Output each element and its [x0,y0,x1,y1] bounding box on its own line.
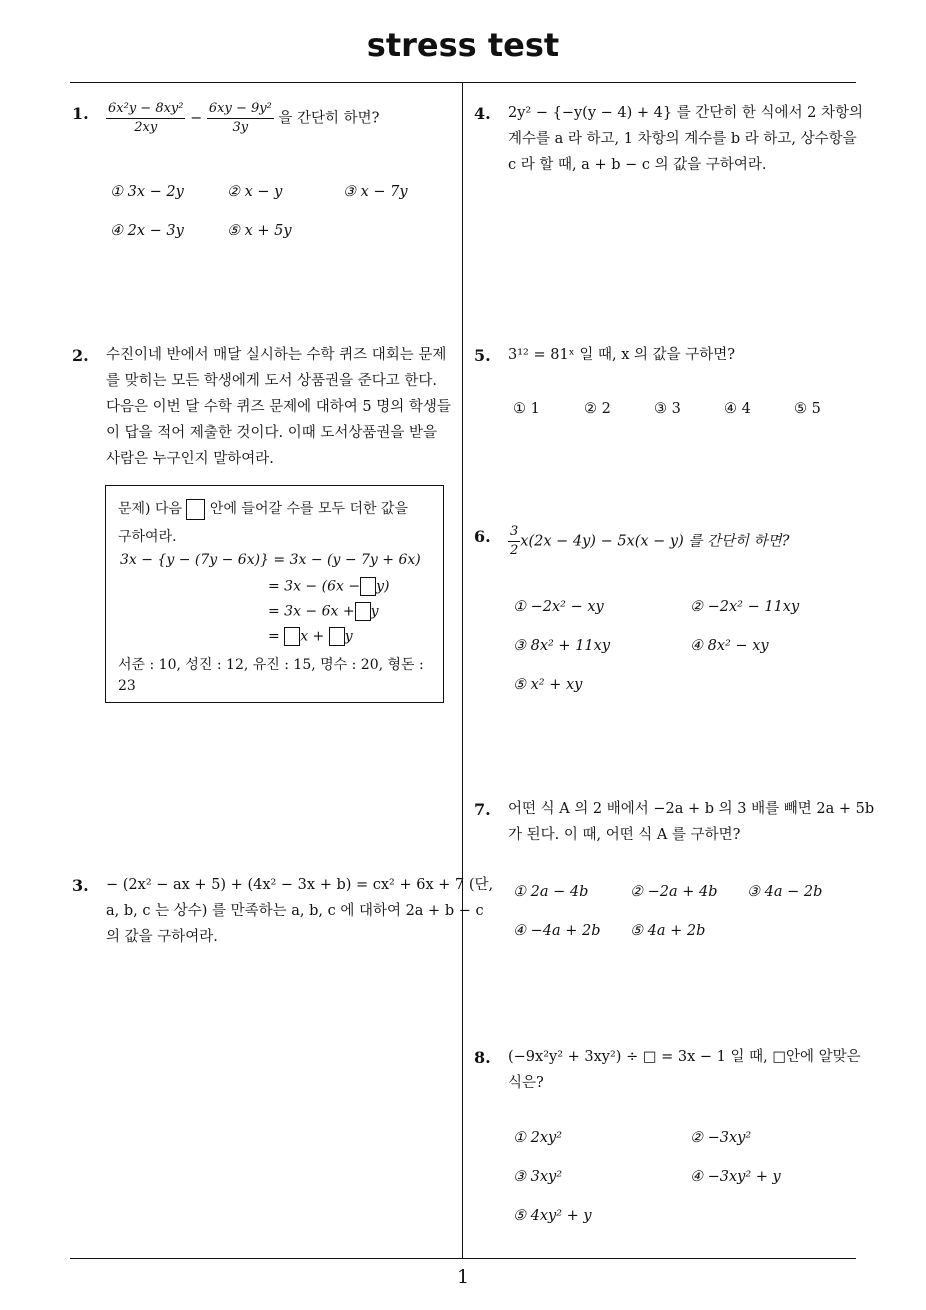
question-8-number: 8. [474,1048,491,1067]
option-3[interactable]: ③ 8x² + 11xy [513,638,611,654]
question-3-number: 3. [72,876,89,895]
equation-text: = 3x − 6x + [268,603,355,620]
text-line: 어떤 식 A 의 2 배에서 −2a + b 의 3 배를 빼면 2a + 5b [508,801,875,817]
page-number: 1 [456,1266,470,1288]
option-3[interactable]: ③ 3xy² [513,1169,563,1185]
question-2-text [106,342,456,472]
student-answers-line-2: 23 [118,678,136,694]
fraction-numerator: 6x²y − 8xy² [106,100,185,119]
option-5[interactable]: ⑤ 4xy² + y [513,1208,592,1224]
student-answers-line-1: 서준 : 10, 성진 : 12, 유진 : 15, 명수 : 20, 형돈 : [118,657,424,673]
text-line: a, b, c 는 상수) 를 만족하는 a, b, c 에 대하여 2a + b − c [106,903,484,919]
page-title: stress test [366,26,560,64]
question-6-text [508,523,789,560]
equation-text: = 3x − (6x − [268,578,361,595]
question-4-number: 4. [474,104,491,123]
option-1[interactable]: ① 3x − 2y [110,184,184,200]
box-line-1 [118,498,408,520]
option-2[interactable]: ② x − y [227,184,283,200]
equation-text: = [268,628,280,645]
text-line: 수진이네 반에서 매달 실시하는 수학 퀴즈 대회는 문제 [106,347,447,363]
text-line: 다음은 이번 달 수학 퀴즈 문제에 대하여 5 명의 학생들 [106,399,451,415]
blank-square [329,627,345,646]
blank-square [284,627,300,646]
question-1-fraction-1 [106,100,185,137]
option-2[interactable]: ② 2 [584,401,611,417]
fraction-numerator: 6xy − 9y² [207,100,274,119]
option-1[interactable]: ① 1 [513,401,540,417]
text-line: 사람은 누구인지 말하여라. [106,451,274,467]
fraction-denominator: 2 [510,543,519,558]
question-6-expression: x(2x − 4y) − 5x(x − y) 를 간단히 하면? [520,533,790,550]
option-4[interactable]: ④ −3xy² + y [690,1169,781,1185]
question-1-number: 1. [72,104,89,123]
box-line-2: 구하여라. [118,529,177,545]
equation-line-1: 3x − {y − (7y − 6x)} = 3x − (y − 7y + 6x) [120,552,421,568]
fraction-numerator: 3 [508,523,520,542]
option-4[interactable]: ④ 8x² − xy [690,638,769,654]
option-4[interactable]: ④ 2x − 3y [110,223,184,239]
option-5[interactable]: ⑤ 4a + 2b [630,923,706,939]
fraction-denominator: 3y [232,120,249,135]
question-7-number: 7. [474,800,491,819]
equation-line-2 [268,577,389,596]
equation-text: y [344,628,353,645]
option-4[interactable]: ④ 4 [724,401,751,417]
bottom-rule [70,1258,856,1259]
box-text: 안에 들어갈 수를 모두 더한 값을 [209,501,408,517]
text-line: 이 답을 적어 제출한 것이다. 이때 도서상품권을 받을 [106,425,438,441]
text-line: c 라 할 때, a + b − c 의 값을 구하여라. [508,157,767,173]
option-4[interactable]: ④ −4a + 2b [513,923,601,939]
option-5[interactable]: ⑤ x² + xy [513,677,583,693]
question-1-text [106,100,379,137]
option-1[interactable]: ① −2x² − xy [513,599,604,615]
minus-sign: − [190,110,203,127]
text-line: 계수를 a 라 하고, 1 차항의 계수를 b 라 하고, 상수항을 [508,131,857,147]
column-divider [462,83,463,1259]
question-7-text [508,796,875,848]
problem-box [105,485,444,703]
blank-square [360,577,376,596]
option-3[interactable]: ③ 4a − 2b [747,884,823,900]
text-line: 가 된다. 이 때, 어떤 식 A 를 구하면? [508,827,741,843]
equation-text: y) [376,578,390,595]
question-5-text: 3¹² = 81ˣ 일 때, x 의 값을 구하면? [508,347,736,363]
text-line: 식은? [508,1075,544,1091]
option-5[interactable]: ⑤ x + 5y [227,223,292,239]
text-line: − (2x² − ax + 5) + (4x² − 3x + b) = cx² + 6x + 7 (단, [106,877,494,893]
option-1[interactable]: ① 2xy² [513,1130,563,1146]
question-4-text [508,100,864,178]
equation-line-3 [268,602,379,621]
box-text: 문제) 다음 [118,501,183,517]
option-1[interactable]: ① 2a − 4b [513,884,589,900]
text-line: (−9x²y² + 3xy²) ÷ □ = 3x − 1 일 때, □안에 알맞은 [508,1049,861,1065]
question-1-fraction-2 [207,100,274,137]
question-6-number: 6. [474,527,491,546]
option-2[interactable]: ② −2a + 4b [630,884,718,900]
question-5-number: 5. [474,346,491,365]
text-line: 의 값을 구하여라. [106,929,218,945]
option-3[interactable]: ③ 3 [654,401,681,417]
question-3-text [106,872,494,950]
option-2[interactable]: ② −2x² − 11xy [690,599,800,615]
option-5[interactable]: ⑤ 5 [794,401,821,417]
text-line: 2y² − {−y(y − 4) + 4} 를 간단히 한 식에서 2 차항의 [508,105,864,121]
fraction-denominator: 2xy [134,120,158,135]
text-line: 를 맞히는 모든 학생에게 도서 상품권을 준다고 한다. [106,373,438,389]
top-rule [70,82,856,83]
question-2-number: 2. [72,346,89,365]
question-8-text [508,1044,861,1096]
question-1-suffix: 을 간단히 하면? [278,110,380,127]
equation-text: y [370,603,379,620]
equation-text: x + [300,628,325,645]
blank-square [186,499,205,520]
option-2[interactable]: ② −3xy² [690,1130,752,1146]
question-6-fraction [508,523,520,560]
option-3[interactable]: ③ x − 7y [343,184,408,200]
blank-square [355,602,371,621]
equation-line-4 [268,627,353,646]
